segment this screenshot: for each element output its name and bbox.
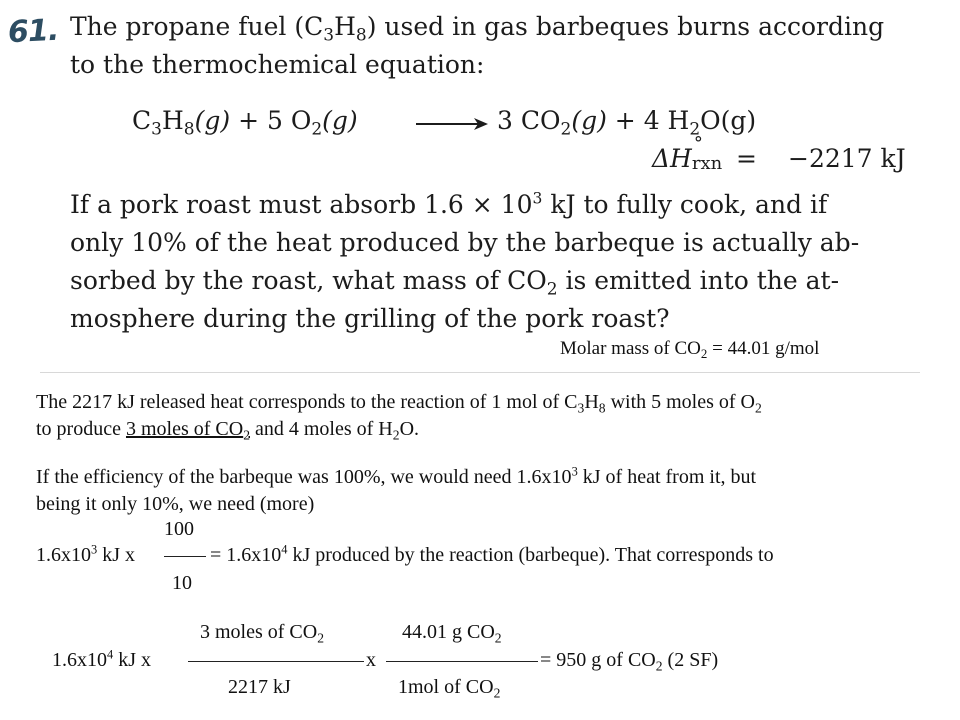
fraction2-numerator: 3 moles of $CO_2$ xyxy=(200,621,325,646)
calc1-left: $1.6x10^3$ kJ x xyxy=(36,542,135,566)
question-line3: sorbed by the roast, what mass of $CO_2$ is emitted into the at- xyxy=(70,266,840,300)
fraction2-denominator: 2217 kJ xyxy=(228,676,291,698)
fraction3-numerator: 44.01 g $CO_2$ xyxy=(402,621,502,646)
problem-intro-line1: The propane fuel $(C_3H_8)$ used in gas barbeques burns according xyxy=(70,12,885,46)
problem-intro-line2: to the thermochemical equation: xyxy=(70,50,485,79)
fraction1-numerator: 100 xyxy=(164,518,194,540)
question-line1: If a pork roast must absorb $1.6 \times 10^3$ kJ to fully cook, and if xyxy=(70,189,828,219)
solution-p2-line2: being it only 10%, we need (more) xyxy=(36,493,315,515)
calc2-multiply: x xyxy=(366,649,376,671)
fraction2-bar xyxy=(188,661,364,662)
problem-number: 61. xyxy=(7,12,60,51)
fraction1-bar xyxy=(164,556,206,557)
fraction3-denominator: 1mol of $CO_2$ xyxy=(398,676,501,701)
calc2-result: = 950 g of $CO_2$ (2 SF) xyxy=(540,649,719,674)
molar-mass-note: Molar mass of $CO_2 = 44.01$ g/mol xyxy=(560,338,820,362)
solution-p2-line1: If the efficiency of the barbeque was 100%, we would need $1.6x10^3$ kJ of heat from it, but xyxy=(36,464,757,488)
equation-reactants: $C_3H_8(g) + 5$ $O_2(g)$ xyxy=(132,106,358,140)
question-line2: only 10% of the heat produced by the barbeque is actually ab- xyxy=(70,228,860,257)
scan-divider xyxy=(40,372,920,373)
fraction3-bar xyxy=(386,661,538,662)
reaction-arrow-icon xyxy=(414,114,490,134)
solution-p1-line2: to produce 3 moles of $CO_2$ and 4 moles of $H_2O$. xyxy=(36,418,420,443)
enthalpy-equals: = xyxy=(736,144,757,173)
enthalpy-symbol: ΔH ° rxn xyxy=(652,133,723,174)
question-line4: mosphere during the grilling of the pork roast? xyxy=(70,304,670,333)
calc1-right: = $1.6x10^4$ kJ produced by the reaction (barbeque). That corresponds to xyxy=(210,542,774,566)
solution-p1-line1: The 2217 kJ released heat corresponds to the reaction of 1 mol of $C_3H_8$ with 5 moles of $O_2$ xyxy=(36,391,762,416)
equation-products: 3 $CO_2(g) + 4$ $H_2O(g)$ xyxy=(497,106,757,140)
fraction1-denominator: 10 xyxy=(172,572,192,594)
enthalpy-value: −2217 kJ xyxy=(788,144,906,173)
calc2-left: $1.6x10^4$ kJ x xyxy=(52,647,151,671)
